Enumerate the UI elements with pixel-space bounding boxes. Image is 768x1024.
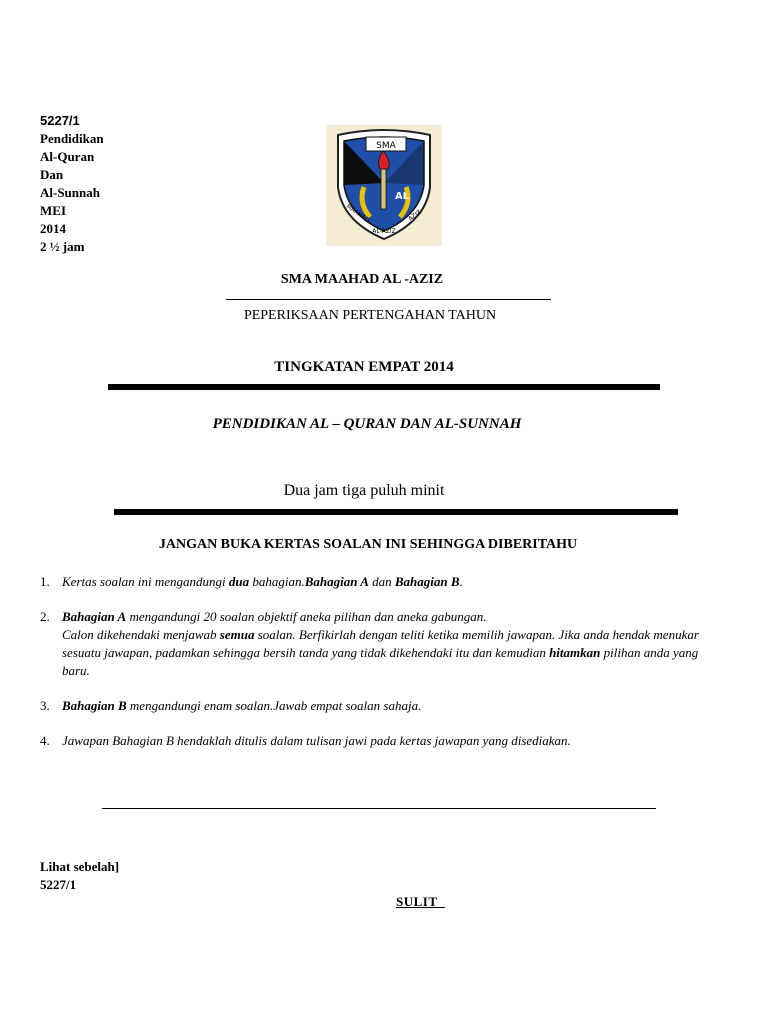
instruction-item [40, 573, 720, 591]
school-crest-logo [326, 125, 442, 246]
form-year-title: TINGKATAN EMPAT 2014 [274, 359, 454, 375]
svg-text:SMA: SMA [376, 141, 396, 151]
instruction-bold: Bahagian A [304, 574, 369, 589]
subject-title: PENDIDIKAN AL – QURAN DAN AL-SUNNAH [212, 416, 522, 432]
paper-subject-line: Dan [40, 167, 64, 182]
instruction-bold: Bahagian B [394, 574, 460, 589]
instruction-number: 1. [40, 574, 50, 589]
svg-text:AL: AL [395, 191, 410, 202]
instruction-bold: Bahagian B [62, 698, 127, 713]
instruction-number: 4. [40, 733, 50, 748]
divider-thick-lower [114, 509, 678, 515]
svg-text:AL-AZIZ: AL-AZIZ [372, 228, 396, 235]
school-crest-icon [326, 125, 442, 246]
instructions-list [40, 573, 720, 767]
instruction-bold: Bahagian A [62, 609, 127, 624]
instruction-bold: semua [219, 627, 255, 642]
instruction-text: dan [368, 574, 395, 589]
instruction-item [40, 697, 720, 715]
next-page-note: Lihat sebelah] [40, 859, 120, 874]
paper-month: MEI [40, 203, 66, 218]
paper-subject-line: Al-Sunnah [40, 185, 100, 200]
paper-code: 5227/1 [40, 113, 80, 128]
instruction-text: mengandungi 20 soalan objektif aneka pilihan dan aneka gabungan. [126, 609, 487, 624]
exam-duration: Dua jam tiga puluh minit [283, 482, 445, 499]
instruction-text: soalan. Berfikirlah dengan teliti ketika memilih jawapan. Jika anda hendak menukar sesuatu jawapan, padamkan sehingga bersih tanda yang tidak dikehendaki itu dan kemudian [62, 627, 699, 660]
instruction-text: Calon dikehendaki menjawab [62, 627, 220, 642]
exam-title: PEPERIKSAAN PERTENGAHAN TAHUN [243, 308, 497, 323]
paper-subject-line: Al-Quran [40, 149, 95, 164]
instruction-bold: hitamkan [549, 645, 601, 660]
instruction-text: Kertas soalan ini mengandungi [62, 574, 229, 589]
paper-code-block [40, 112, 104, 256]
confidential-label: SULIT [396, 894, 445, 909]
instruction-text: bahagian. [249, 574, 305, 589]
instruction-number: 2. [40, 609, 50, 624]
instruction-text: Jawapan Bahagian B hendaklah ditulis dalam tulisan jawi pada kertas jawapan yang disediakan. [62, 733, 571, 748]
footer-paper-code: 5227/1 [40, 877, 77, 892]
instruction-number: 3. [40, 698, 50, 713]
instruction-item [40, 732, 720, 750]
paper-year: 2014 [40, 221, 66, 236]
warning-notice: JANGAN BUKA KERTAS SOALAN INI SEHINGGA DIBERITAHU [158, 537, 578, 552]
divider-thin-top [226, 299, 551, 300]
instruction-text: . [459, 574, 463, 589]
instruction-text: mengandungi enam soalan.Jawab empat soalan sahaja. [126, 698, 422, 713]
school-name: SMA MAAHAD AL -AZIZ [280, 272, 444, 287]
paper-subject-line: Pendidikan [40, 131, 104, 146]
paper-duration: 2 ½ jam [40, 239, 85, 254]
instruction-item [40, 608, 720, 680]
instruction-bold: dua [228, 574, 250, 589]
svg-text:MAAHAD: MAAHAD [344, 202, 371, 225]
svg-text:AZIZ: AZIZ [407, 208, 423, 223]
divider-thick-upper [108, 384, 660, 390]
divider-bottom [102, 808, 656, 809]
instruction-text: pilihan anda yang baru. [62, 645, 699, 678]
footer-block [40, 858, 119, 894]
